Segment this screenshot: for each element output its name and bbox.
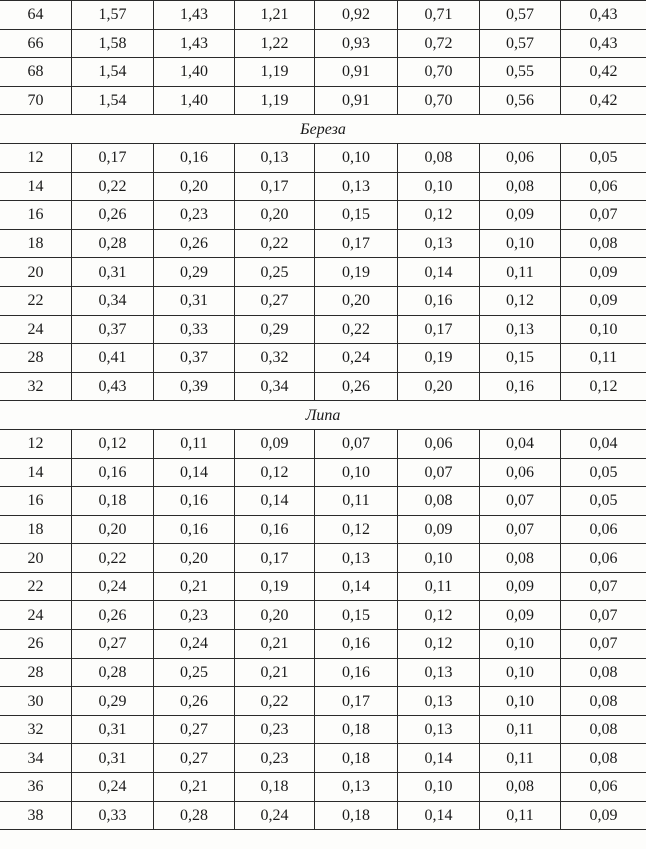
value-cell: 0,10 <box>480 630 561 659</box>
section-header-row <box>0 115 646 144</box>
section-header-row <box>0 401 646 430</box>
value-cell: 0,12 <box>235 458 315 487</box>
value-cell: 0,04 <box>561 429 646 458</box>
value-cell: 0,08 <box>561 658 646 687</box>
value-cell: 0,23 <box>235 744 315 773</box>
value-cell: 0,08 <box>398 143 480 172</box>
value-cell: 1,54 <box>72 58 154 87</box>
value-cell: 0,25 <box>235 258 315 287</box>
value-cell: 0,07 <box>561 572 646 601</box>
table-row <box>0 143 646 172</box>
diameter-cell: 64 <box>0 1 72 30</box>
value-cell: 0,24 <box>72 572 154 601</box>
value-cell: 0,24 <box>315 344 398 373</box>
value-cell: 0,06 <box>480 458 561 487</box>
diameter-cell: 14 <box>0 458 72 487</box>
value-cell: 0,13 <box>480 315 561 344</box>
section-title: Липа <box>0 401 646 430</box>
value-cell: 0,16 <box>235 515 315 544</box>
table-row <box>0 458 646 487</box>
value-cell: 1,19 <box>235 58 315 87</box>
table-row <box>0 172 646 201</box>
value-cell: 0,10 <box>398 544 480 573</box>
value-cell: 0,05 <box>561 458 646 487</box>
value-cell: 1,43 <box>154 1 235 30</box>
value-cell: 0,72 <box>398 29 480 58</box>
value-cell: 0,20 <box>235 601 315 630</box>
diameter-cell: 34 <box>0 744 72 773</box>
value-cell: 1,43 <box>154 29 235 58</box>
value-cell: 0,07 <box>561 601 646 630</box>
table-row <box>0 29 646 58</box>
value-cell: 0,25 <box>154 658 235 687</box>
value-cell: 0,06 <box>561 172 646 201</box>
value-cell: 0,13 <box>315 172 398 201</box>
value-cell: 0,12 <box>480 286 561 315</box>
value-cell: 1,21 <box>235 1 315 30</box>
diameter-cell: 70 <box>0 86 72 115</box>
table-body <box>0 1 646 830</box>
value-cell: 0,16 <box>398 286 480 315</box>
value-cell: 0,31 <box>72 744 154 773</box>
value-cell: 0,91 <box>315 58 398 87</box>
value-cell: 0,37 <box>72 315 154 344</box>
diameter-cell: 26 <box>0 630 72 659</box>
value-cell: 0,29 <box>235 315 315 344</box>
value-cell: 0,08 <box>561 687 646 716</box>
section-title: Береза <box>0 115 646 144</box>
value-cell: 0,28 <box>72 658 154 687</box>
table-row <box>0 630 646 659</box>
table-row <box>0 429 646 458</box>
value-cell: 0,08 <box>480 544 561 573</box>
value-cell: 0,09 <box>561 801 646 830</box>
table-row <box>0 658 646 687</box>
diameter-cell: 12 <box>0 429 72 458</box>
value-cell: 0,09 <box>480 201 561 230</box>
value-cell: 0,05 <box>561 143 646 172</box>
table-row <box>0 1 646 30</box>
value-cell: 0,24 <box>72 773 154 802</box>
value-cell: 0,26 <box>154 687 235 716</box>
diameter-cell: 18 <box>0 515 72 544</box>
table-row <box>0 286 646 315</box>
value-cell: 0,19 <box>398 344 480 373</box>
value-cell: 1,58 <box>72 29 154 58</box>
value-cell: 1,54 <box>72 86 154 115</box>
value-cell: 0,10 <box>480 229 561 258</box>
value-cell: 0,15 <box>315 201 398 230</box>
value-cell: 0,10 <box>480 687 561 716</box>
value-cell: 0,57 <box>480 1 561 30</box>
value-cell: 0,07 <box>480 515 561 544</box>
value-cell: 0,20 <box>315 286 398 315</box>
value-cell: 0,26 <box>315 372 398 401</box>
table-row <box>0 515 646 544</box>
value-cell: 0,14 <box>398 744 480 773</box>
value-cell: 0,12 <box>398 201 480 230</box>
value-cell: 0,17 <box>398 315 480 344</box>
diameter-cell: 36 <box>0 773 72 802</box>
table-row <box>0 229 646 258</box>
value-cell: 0,07 <box>315 429 398 458</box>
diameter-cell: 20 <box>0 258 72 287</box>
diameter-cell: 20 <box>0 544 72 573</box>
value-cell: 0,07 <box>561 201 646 230</box>
value-cell: 0,24 <box>154 630 235 659</box>
value-cell: 1,57 <box>72 1 154 30</box>
value-cell: 0,10 <box>315 458 398 487</box>
diameter-cell: 22 <box>0 286 72 315</box>
value-cell: 0,31 <box>154 286 235 315</box>
value-cell: 0,18 <box>235 773 315 802</box>
value-cell: 0,09 <box>561 258 646 287</box>
value-cell: 0,07 <box>398 458 480 487</box>
value-cell: 0,16 <box>480 372 561 401</box>
value-cell: 0,12 <box>398 601 480 630</box>
value-cell: 0,16 <box>154 487 235 516</box>
value-cell: 0,11 <box>480 258 561 287</box>
value-cell: 0,57 <box>480 29 561 58</box>
value-cell: 0,21 <box>235 630 315 659</box>
value-cell: 0,20 <box>154 544 235 573</box>
value-cell: 0,11 <box>480 801 561 830</box>
table-row <box>0 201 646 230</box>
value-cell: 0,13 <box>315 773 398 802</box>
value-cell: 0,93 <box>315 29 398 58</box>
value-cell: 0,11 <box>398 572 480 601</box>
value-cell: 0,17 <box>315 687 398 716</box>
value-cell: 0,08 <box>480 172 561 201</box>
value-cell: 0,27 <box>235 286 315 315</box>
value-cell: 0,34 <box>72 286 154 315</box>
value-cell: 0,42 <box>561 86 646 115</box>
diameter-cell: 12 <box>0 143 72 172</box>
value-cell: 0,43 <box>72 372 154 401</box>
value-cell: 0,21 <box>235 658 315 687</box>
value-cell: 0,08 <box>561 229 646 258</box>
value-cell: 0,71 <box>398 1 480 30</box>
value-cell: 0,09 <box>235 429 315 458</box>
value-cell: 0,26 <box>72 201 154 230</box>
value-cell: 0,29 <box>72 687 154 716</box>
value-cell: 0,20 <box>398 372 480 401</box>
value-cell: 0,23 <box>154 201 235 230</box>
table-row <box>0 372 646 401</box>
table-row <box>0 601 646 630</box>
value-cell: 0,10 <box>398 172 480 201</box>
value-cell: 0,12 <box>398 630 480 659</box>
value-cell: 0,08 <box>480 773 561 802</box>
value-cell: 0,42 <box>561 58 646 87</box>
value-cell: 0,26 <box>72 601 154 630</box>
value-cell: 0,05 <box>561 487 646 516</box>
value-cell: 0,06 <box>561 544 646 573</box>
value-cell: 0,27 <box>72 630 154 659</box>
value-cell: 0,18 <box>315 801 398 830</box>
table-row <box>0 344 646 373</box>
value-cell: 0,91 <box>315 86 398 115</box>
value-cell: 0,13 <box>398 229 480 258</box>
value-cell: 0,18 <box>315 715 398 744</box>
value-cell: 0,06 <box>480 143 561 172</box>
value-cell: 0,20 <box>154 172 235 201</box>
value-cell: 0,20 <box>235 201 315 230</box>
diameter-cell: 68 <box>0 58 72 87</box>
value-cell: 0,39 <box>154 372 235 401</box>
diameter-cell: 14 <box>0 172 72 201</box>
value-cell: 0,33 <box>72 801 154 830</box>
value-cell: 0,31 <box>72 715 154 744</box>
table-row <box>0 58 646 87</box>
diameter-cell: 66 <box>0 29 72 58</box>
table-row <box>0 544 646 573</box>
value-cell: 0,09 <box>480 572 561 601</box>
value-cell: 0,21 <box>154 773 235 802</box>
value-cell: 0,11 <box>154 429 235 458</box>
diameter-cell: 22 <box>0 572 72 601</box>
value-cell: 0,41 <box>72 344 154 373</box>
value-cell: 0,31 <box>72 258 154 287</box>
table-row <box>0 315 646 344</box>
value-cell: 0,19 <box>315 258 398 287</box>
value-cell: 0,33 <box>154 315 235 344</box>
value-cell: 0,27 <box>154 744 235 773</box>
value-cell: 0,24 <box>235 801 315 830</box>
value-cell: 0,09 <box>561 286 646 315</box>
value-cell: 1,40 <box>154 86 235 115</box>
value-cell: 0,17 <box>315 229 398 258</box>
value-cell: 0,56 <box>480 86 561 115</box>
value-cell: 0,12 <box>315 515 398 544</box>
value-cell: 0,14 <box>315 572 398 601</box>
table-row <box>0 801 646 830</box>
value-cell: 0,15 <box>480 344 561 373</box>
table-row <box>0 744 646 773</box>
diameter-cell: 32 <box>0 715 72 744</box>
value-cell: 0,07 <box>480 487 561 516</box>
value-cell: 0,70 <box>398 86 480 115</box>
diameter-cell: 24 <box>0 601 72 630</box>
value-cell: 0,14 <box>398 258 480 287</box>
value-cell: 0,13 <box>315 544 398 573</box>
value-cell: 0,14 <box>235 487 315 516</box>
value-cell: 0,43 <box>561 1 646 30</box>
table-row <box>0 572 646 601</box>
diameter-cell: 24 <box>0 315 72 344</box>
value-cell: 0,18 <box>315 744 398 773</box>
value-cell: 0,17 <box>235 544 315 573</box>
value-cell: 0,04 <box>480 429 561 458</box>
value-cell: 0,16 <box>154 515 235 544</box>
value-cell: 0,13 <box>235 143 315 172</box>
diameter-cell: 30 <box>0 687 72 716</box>
value-cell: 0,10 <box>315 143 398 172</box>
value-cell: 0,12 <box>72 429 154 458</box>
value-cell: 0,34 <box>235 372 315 401</box>
value-cell: 0,08 <box>398 487 480 516</box>
value-cell: 0,09 <box>480 601 561 630</box>
value-cell: 0,08 <box>561 744 646 773</box>
value-cell: 0,43 <box>561 29 646 58</box>
value-cell: 0,22 <box>72 172 154 201</box>
value-cell: 0,23 <box>235 715 315 744</box>
value-cell: 0,14 <box>398 801 480 830</box>
table-row <box>0 687 646 716</box>
value-cell: 0,32 <box>235 344 315 373</box>
value-cell: 0,20 <box>72 515 154 544</box>
value-cell: 0,10 <box>480 658 561 687</box>
value-cell: 0,14 <box>154 458 235 487</box>
value-cell: 0,11 <box>561 344 646 373</box>
value-cell: 1,22 <box>235 29 315 58</box>
diameter-cell: 28 <box>0 344 72 373</box>
table-row <box>0 487 646 516</box>
value-cell: 0,22 <box>235 229 315 258</box>
value-cell: 0,28 <box>72 229 154 258</box>
table-row <box>0 86 646 115</box>
table-row <box>0 773 646 802</box>
value-cell: 0,15 <box>315 601 398 630</box>
value-cell: 0,55 <box>480 58 561 87</box>
value-cell: 0,17 <box>72 143 154 172</box>
value-cell: 0,70 <box>398 58 480 87</box>
diameter-cell: 18 <box>0 229 72 258</box>
value-cell: 0,29 <box>154 258 235 287</box>
value-cell: 0,16 <box>154 143 235 172</box>
value-cell: 0,37 <box>154 344 235 373</box>
value-cell: 0,23 <box>154 601 235 630</box>
value-cell: 0,26 <box>154 229 235 258</box>
value-cell: 0,22 <box>315 315 398 344</box>
value-cell: 1,40 <box>154 58 235 87</box>
value-cell: 0,12 <box>561 372 646 401</box>
value-cell: 0,92 <box>315 1 398 30</box>
value-cell: 0,22 <box>72 544 154 573</box>
value-cell: 0,11 <box>480 715 561 744</box>
value-cell: 0,07 <box>561 630 646 659</box>
value-cell: 1,19 <box>235 86 315 115</box>
value-cell: 0,06 <box>398 429 480 458</box>
value-cell: 0,10 <box>398 773 480 802</box>
value-cell: 0,19 <box>235 572 315 601</box>
value-cell: 0,21 <box>154 572 235 601</box>
value-cell: 0,08 <box>561 715 646 744</box>
diameter-cell: 28 <box>0 658 72 687</box>
value-cell: 0,16 <box>315 630 398 659</box>
value-cell: 0,06 <box>561 515 646 544</box>
diameter-cell: 32 <box>0 372 72 401</box>
value-cell: 0,09 <box>398 515 480 544</box>
value-cell: 0,13 <box>398 715 480 744</box>
value-cell: 0,11 <box>480 744 561 773</box>
table-row <box>0 258 646 287</box>
diameter-cell: 16 <box>0 201 72 230</box>
diameter-cell: 38 <box>0 801 72 830</box>
value-cell: 0,16 <box>315 658 398 687</box>
value-cell: 0,17 <box>235 172 315 201</box>
value-cell: 0,13 <box>398 687 480 716</box>
value-cell: 0,27 <box>154 715 235 744</box>
value-cell: 0,13 <box>398 658 480 687</box>
table-row <box>0 715 646 744</box>
value-cell: 0,06 <box>561 773 646 802</box>
diameter-cell: 16 <box>0 487 72 516</box>
value-cell: 0,28 <box>154 801 235 830</box>
value-cell: 0,22 <box>235 687 315 716</box>
value-cell: 0,18 <box>72 487 154 516</box>
value-cell: 0,16 <box>72 458 154 487</box>
value-cell: 0,11 <box>315 487 398 516</box>
value-cell: 0,10 <box>561 315 646 344</box>
